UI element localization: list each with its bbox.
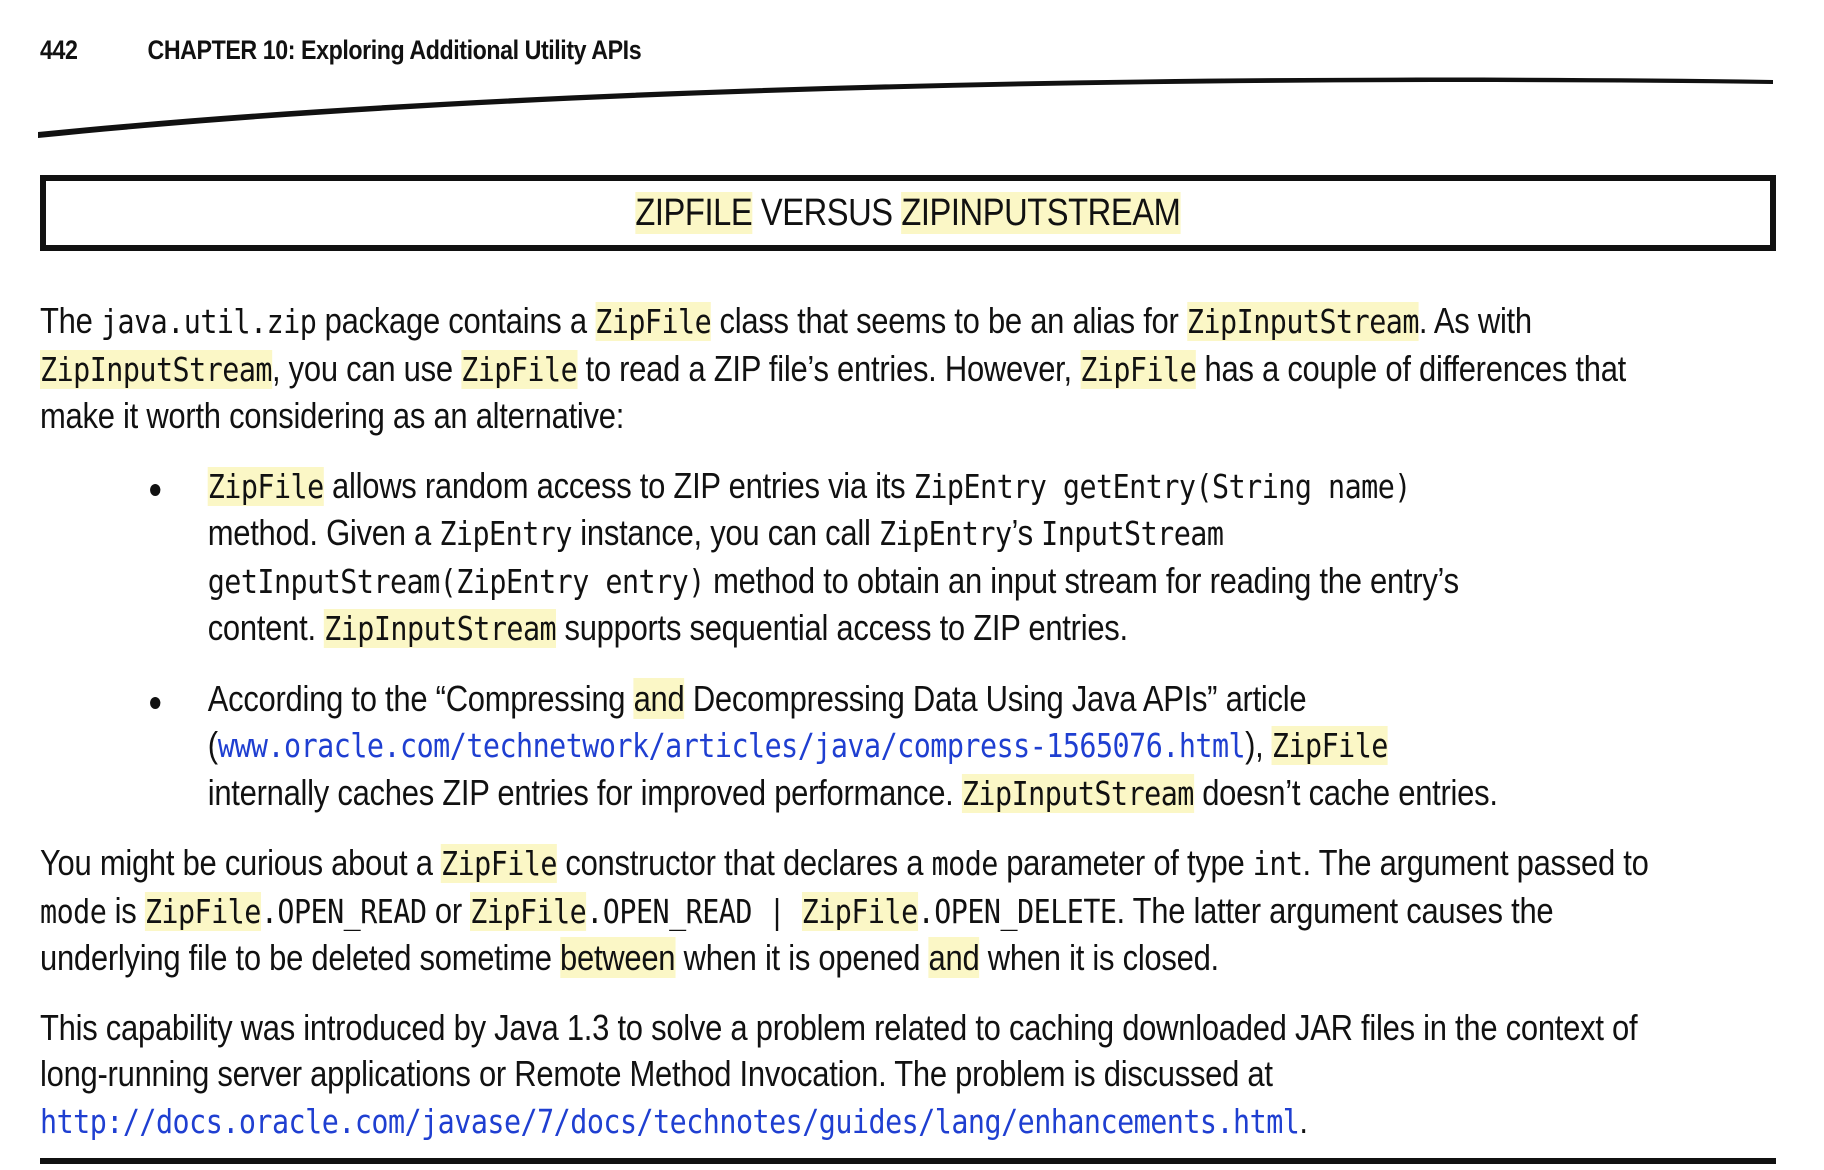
code-term: ZipEntry (439, 514, 572, 553)
text: or (426, 889, 471, 931)
oracle-article-link[interactable]: www.oracle.com/technetwork/articles/java/compress-1565076.html (217, 726, 1246, 765)
paragraph-intro (40, 298, 1631, 440)
line (208, 558, 1631, 606)
paragraph-history (40, 1005, 1638, 1146)
sidebar-title-zipinputstream: ZIPINPUTSTREAM (901, 191, 1181, 234)
line (40, 393, 1631, 440)
sidebar-heading-box (40, 175, 1776, 251)
text: According to the “Compressing (207, 677, 634, 719)
highlighted-word: and (928, 937, 980, 978)
swoosh-curve (38, 78, 1773, 138)
code-term: java.util.zip (100, 302, 317, 341)
code-term: getInputStream(ZipEntry entry) (207, 561, 705, 601)
text: package contains a (316, 300, 596, 341)
sidebar-title (635, 192, 1180, 235)
code-term: .OPEN_DELETE (917, 891, 1117, 931)
line (40, 1005, 1638, 1052)
text: . (1299, 1099, 1308, 1141)
code-term: ZipFile (207, 466, 324, 506)
chapter-title: CHAPTER 10: Exploring Additional Utility APIs (147, 34, 642, 65)
line (40, 840, 1649, 888)
code-term: int (1252, 844, 1303, 883)
line (208, 463, 1631, 511)
code-term: ZipFile (470, 891, 587, 931)
code-term: mode (40, 891, 107, 931)
text: method to obtain an input stream for reading the entry’s (704, 559, 1459, 601)
code-term: InputStream (1041, 514, 1224, 553)
text: You might be curious about a (40, 842, 442, 883)
text: long-running server applications or Remote Method Invocation. The problem is discussed at (40, 1053, 1273, 1094)
sidebar-bottom-rule (40, 1158, 1776, 1164)
line (40, 298, 1631, 346)
body-text (40, 298, 1824, 1168)
text: instance, you can call (571, 512, 879, 553)
line (208, 676, 1631, 723)
paragraph-mode (40, 840, 1649, 982)
text: to read a ZIP file’s entries. However, (577, 347, 1081, 389)
text: . The latter argument causes the (1116, 889, 1554, 931)
code-term: ZipInputStream (961, 773, 1194, 813)
highlighted-word: and (633, 677, 685, 719)
text: content. (207, 607, 325, 648)
text: . The argument passed to (1302, 842, 1649, 883)
code-term: ZipInputStream (324, 609, 557, 648)
line (208, 605, 1631, 653)
line (40, 888, 1631, 936)
text: when it is closed. (979, 937, 1219, 978)
text: underlying file to be deleted sometime (40, 937, 561, 978)
text: make it worth considering as an alternative: (40, 395, 625, 436)
highlighted-word: between (560, 937, 676, 978)
text: This capability was introduced by Java 1.3 to solve a problem related to caching downloaded JAR files in the context of (40, 1006, 1638, 1048)
bullet-item-caching (40, 676, 1631, 818)
text: doesn’t cache entries. (1193, 771, 1498, 813)
text: . As with (1418, 300, 1532, 341)
text: , you can use (271, 347, 462, 389)
bullet-list (40, 463, 1824, 818)
sidebar-title-zipfile: ZIPFILE (635, 191, 753, 234)
code-term: ZipInputStream (40, 349, 272, 389)
code-term: ZipFile (441, 844, 558, 883)
text: when it is opened (675, 937, 929, 978)
code-term: ZipFile (461, 349, 578, 389)
text: internally caches ZIP entries for improved performance. (207, 771, 962, 813)
text: method. Given a (207, 512, 440, 553)
text: allows random access to ZIP entries via its (323, 464, 914, 506)
code-term: ZipEntry getEntry(String name) (913, 466, 1411, 506)
text: supports sequential access to ZIP entries. (556, 607, 1128, 648)
line (40, 1098, 1631, 1146)
code-term: .OPEN_READ | (586, 891, 802, 931)
page-number: 442 (40, 34, 78, 65)
code-term: ZipEntry (878, 514, 1012, 553)
code-term: ZipFile (144, 891, 261, 931)
header-swoosh-rule (38, 72, 1788, 142)
sidebar-title-versus: VERSUS (752, 191, 902, 234)
line (208, 722, 1631, 770)
text: parameter of type (997, 842, 1253, 883)
code-term: .OPEN_READ (260, 891, 427, 931)
bullet-dot-icon (150, 484, 160, 496)
line (208, 510, 1631, 558)
bullet-item-random-access (40, 463, 1631, 653)
code-term: ZipFile (1080, 349, 1197, 389)
line (40, 935, 1631, 982)
text: The (40, 300, 101, 341)
running-header (40, 30, 1502, 70)
line (40, 346, 1631, 394)
text: constructor that declares a (557, 842, 932, 883)
text: class that seems to be an alias for (711, 300, 1187, 341)
text: is (106, 889, 145, 931)
enhancements-link[interactable]: http://docs.oracle.com/javase/7/docs/technotes/guides/lang/enhancements.html (40, 1101, 1300, 1141)
line (40, 1051, 1631, 1098)
text: Decompressing Data Using Java APIs” article (684, 677, 1307, 719)
code-term: ZipFile (595, 302, 712, 341)
text: ( (207, 724, 218, 765)
text: ’s (1011, 512, 1042, 553)
bullet-dot-icon (150, 697, 160, 709)
line (208, 770, 1631, 818)
code-term: ZipFile (1271, 726, 1388, 765)
code-term: mode (931, 844, 998, 883)
code-term: ZipInputStream (1186, 302, 1419, 341)
text: ), (1245, 724, 1272, 765)
code-term: ZipFile (801, 891, 918, 931)
text: has a couple of differences that (1196, 347, 1627, 389)
